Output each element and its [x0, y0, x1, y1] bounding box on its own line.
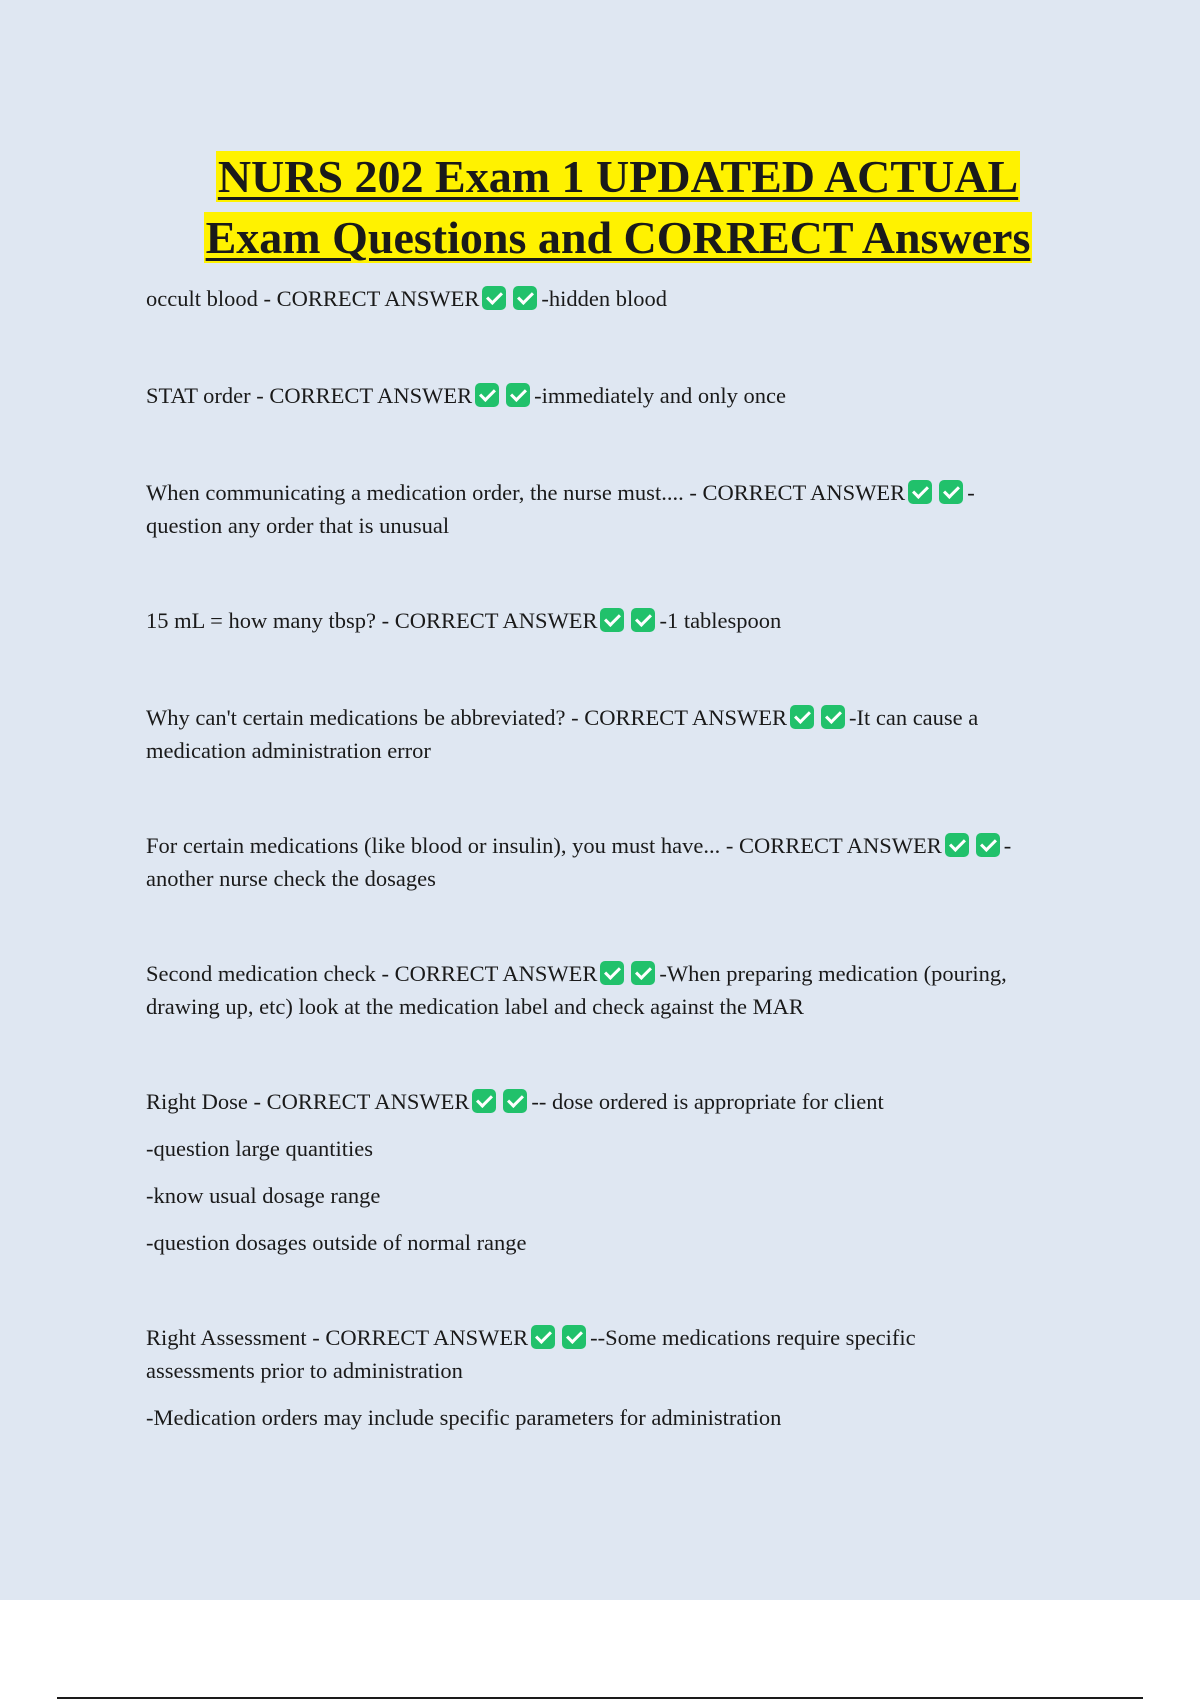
qa-entry [146, 829, 1086, 895]
answer-text: -1 tablespoon [659, 608, 782, 633]
question-text: When communicating a medication order, the nurse must.... - [146, 480, 703, 505]
answer-marker: CORRECT ANSWER [702, 480, 906, 505]
answer-marker: CORRECT ANSWER [269, 383, 473, 408]
title-line-1: NURS 202 Exam 1 UPDATED ACTUAL [217, 151, 1019, 202]
check-mark-icon [531, 1325, 555, 1349]
check-mark-icon [939, 480, 963, 504]
qa-line [146, 282, 1086, 315]
question-text: STAT order - [146, 383, 270, 408]
answer-detail-line: -know usual dosage range [146, 1183, 381, 1208]
title-line-2: Exam Questions and CORRECT Answers [205, 212, 1031, 263]
answer-text: -- dose ordered is appropriate for client [531, 1089, 884, 1114]
answer-continuation: another nurse check the dosages [146, 866, 436, 891]
check-mark-icon [908, 480, 932, 504]
qa-entry [146, 282, 1086, 315]
answer-continuation: question any order that is unusual [146, 513, 450, 538]
answer-continuation: medication administration error [146, 738, 431, 763]
check-mark-icon [600, 608, 624, 632]
answer-marker: CORRECT ANSWER [325, 1325, 529, 1350]
question-text: Right Dose - [146, 1089, 267, 1114]
qa-entry [146, 1085, 1086, 1259]
question-text: Second medication check - [146, 961, 395, 986]
qa-entry [146, 701, 1086, 767]
qa-line [146, 379, 1086, 412]
answer-continuation: drawing up, etc) look at the medication label and check against the MAR [146, 994, 804, 1019]
answer-text: -hidden blood [541, 286, 667, 311]
answer-continuation: assessments prior to administration [146, 1358, 463, 1383]
check-mark-icon [513, 286, 537, 310]
check-mark-icon [600, 961, 624, 985]
check-mark-icon [631, 608, 655, 632]
question-text: Why can't certain medications be abbreviated? - [146, 705, 585, 730]
answer-detail-line: -question dosages outside of normal range [146, 1230, 527, 1255]
answer-marker: CORRECT ANSWER [266, 1089, 470, 1114]
question-text: 15 mL = how many tbsp? - [146, 608, 395, 633]
check-mark-icon [475, 383, 499, 407]
qa-line [146, 957, 1086, 990]
answer-marker: CORRECT ANSWER [584, 705, 787, 730]
check-mark-icon [821, 705, 845, 729]
answer-marker: CORRECT ANSWER [276, 286, 480, 311]
qa-entry [146, 379, 1086, 412]
qa-line [146, 829, 1086, 862]
check-mark-icon [506, 383, 530, 407]
qa-entry [146, 476, 1086, 542]
question-text: occult blood - [146, 286, 277, 311]
answer-marker: CORRECT ANSWER [394, 961, 598, 986]
footer-divider [57, 1697, 1143, 1699]
qa-list [146, 282, 1086, 1434]
qa-line [146, 1085, 1086, 1118]
qa-line [146, 1321, 1086, 1354]
check-mark-icon [482, 286, 506, 310]
qa-line [146, 701, 1086, 734]
answer-detail-line: -question large quantities [146, 1136, 374, 1161]
check-mark-icon [562, 1325, 586, 1349]
question-text: For certain medications (like blood or insulin), you must have... - [146, 833, 740, 858]
qa-line [146, 604, 1086, 637]
qa-entry [146, 604, 1086, 637]
answer-marker: CORRECT ANSWER [739, 833, 942, 858]
qa-entry [146, 957, 1086, 1023]
question-text: Right Assessment - [146, 1325, 326, 1350]
answer-text: -immediately and only once [534, 383, 786, 408]
check-mark-icon [945, 833, 969, 857]
check-mark-icon [503, 1089, 527, 1113]
answer-text: - [967, 480, 975, 505]
answer-text: - [1003, 833, 1012, 858]
answer-text: -When preparing medication (pouring, [659, 961, 1007, 986]
answer-text: --Some medications require specific [590, 1325, 916, 1350]
answer-detail-line: -Medication orders may include specific parameters for administration [146, 1405, 782, 1430]
answer-text: -It can cause a [848, 705, 979, 730]
check-mark-icon [631, 961, 655, 985]
document-title [0, 146, 1200, 268]
qa-entry [146, 1321, 1086, 1434]
check-mark-icon [472, 1089, 496, 1113]
check-mark-icon [790, 705, 814, 729]
answer-marker: CORRECT ANSWER [394, 608, 598, 633]
qa-line [146, 476, 1086, 509]
check-mark-icon [976, 833, 1000, 857]
